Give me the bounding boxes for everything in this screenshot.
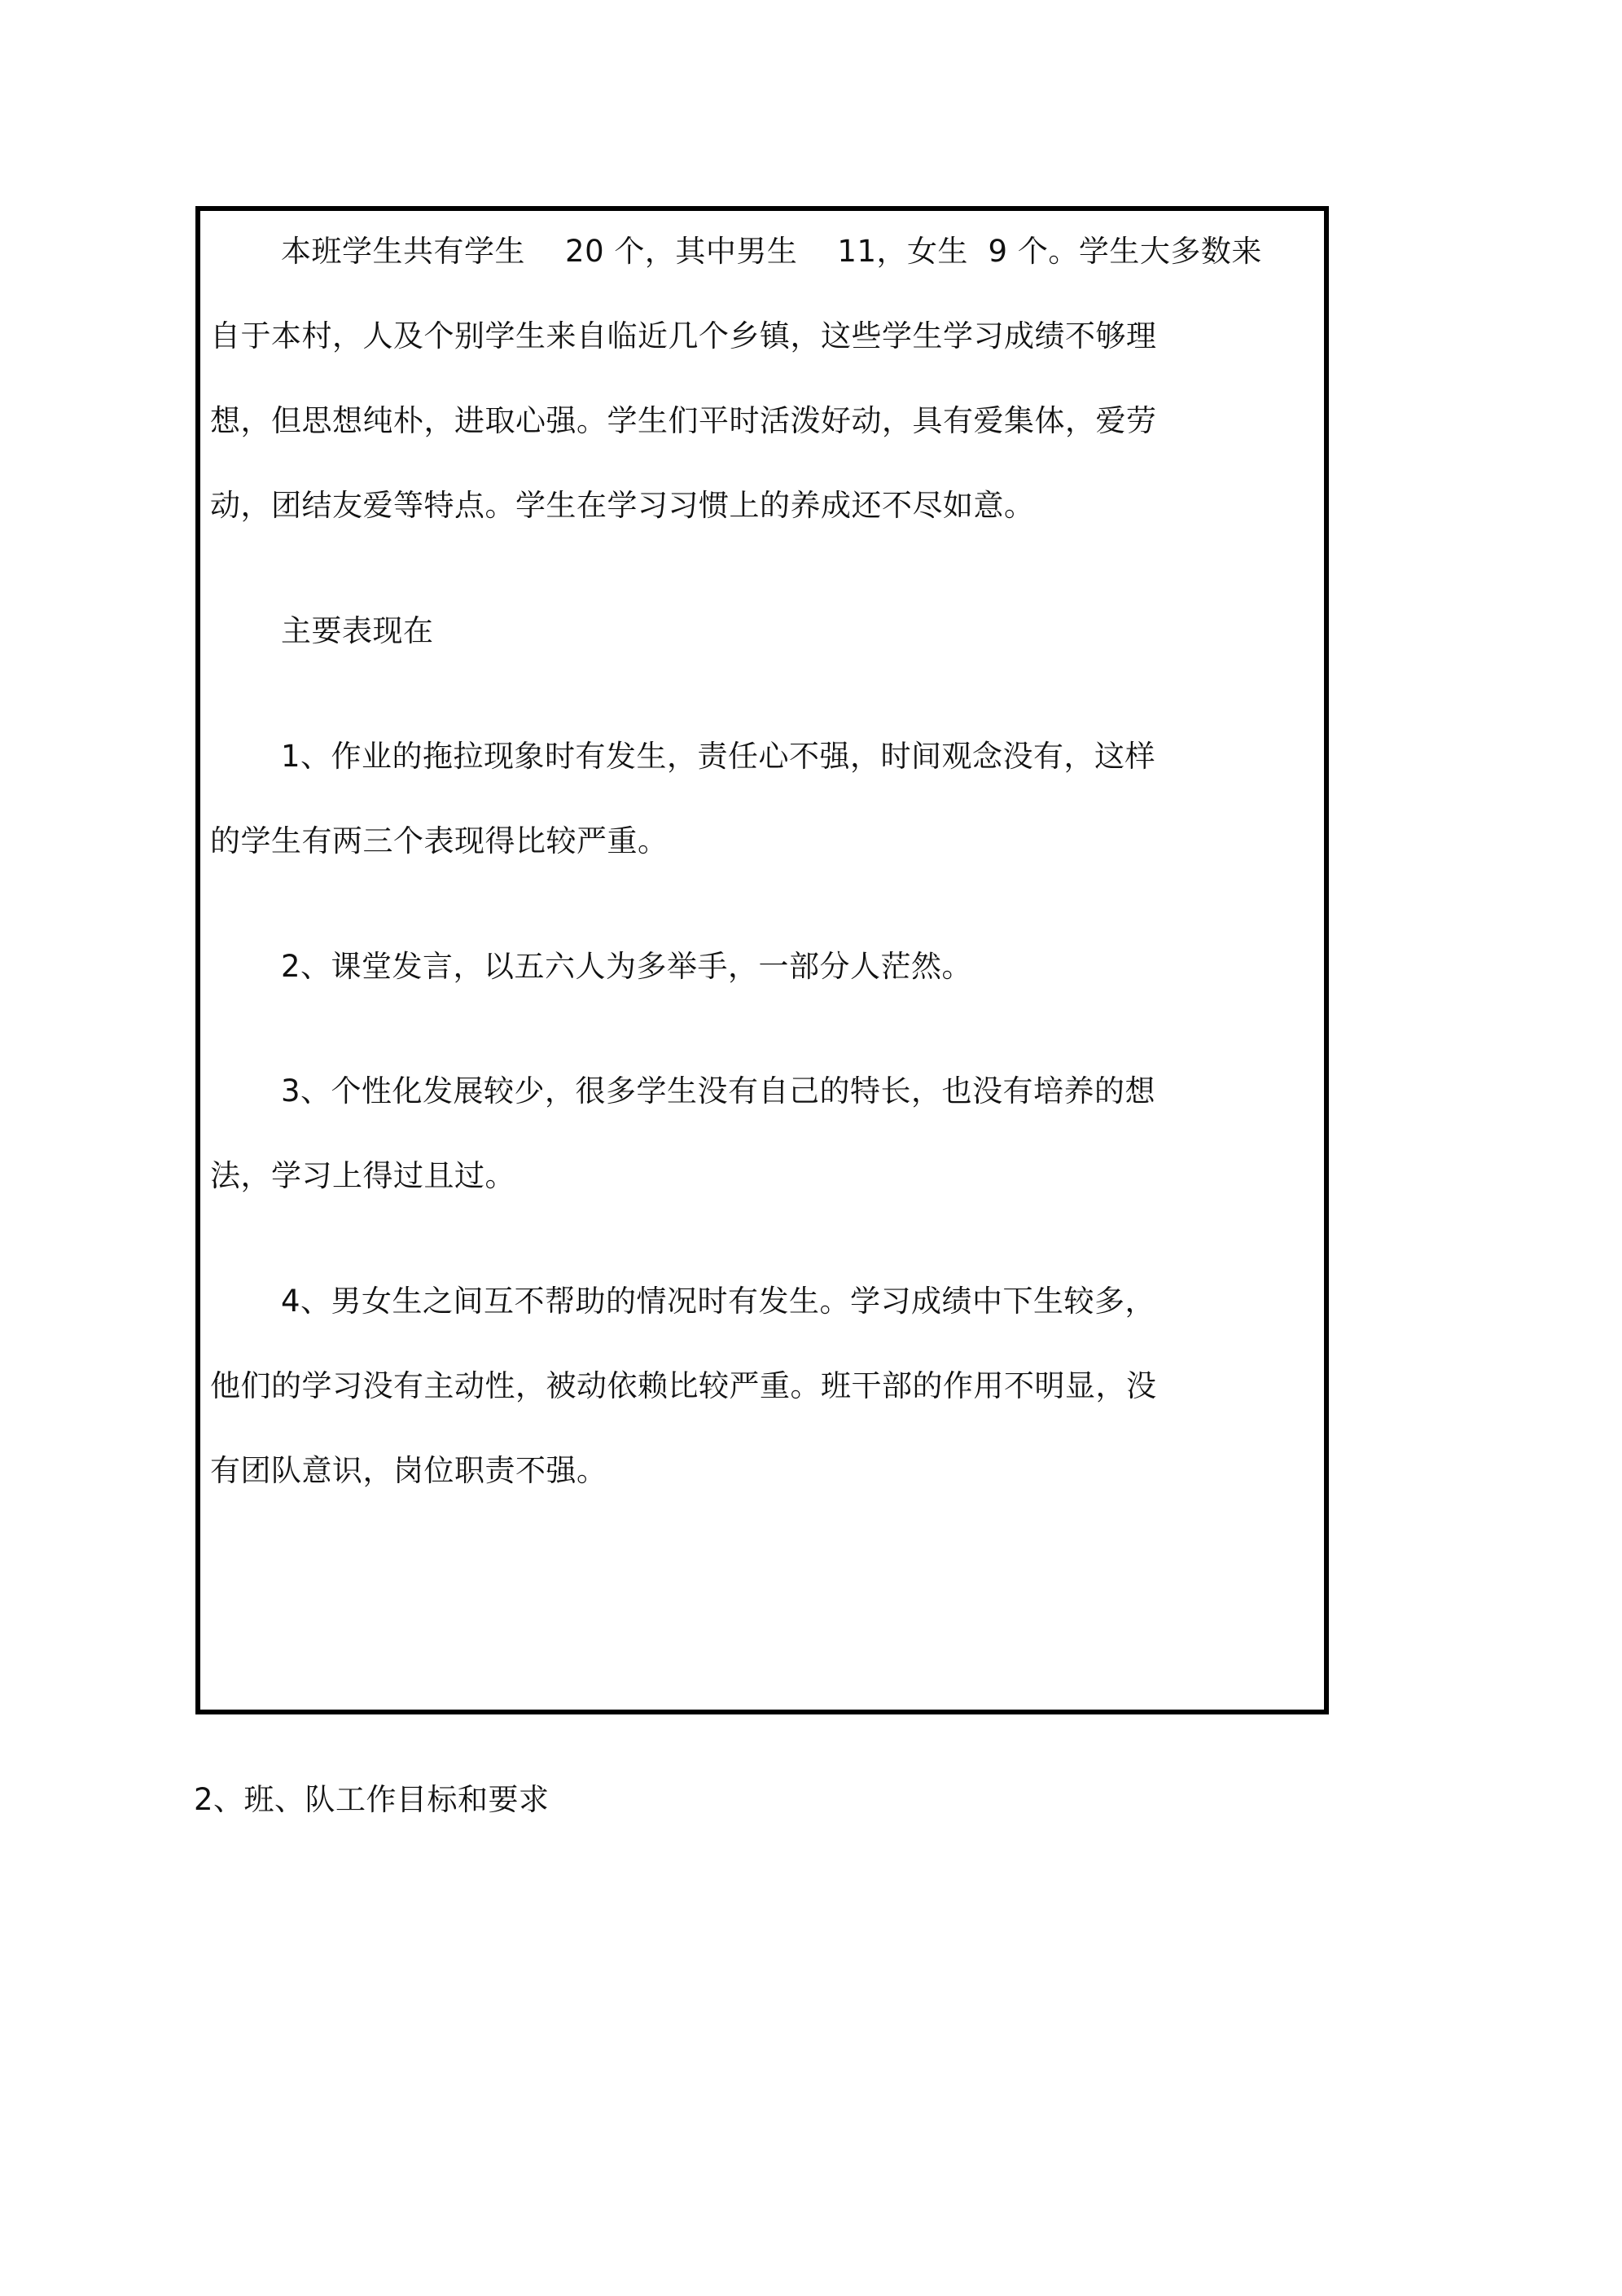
text-line: 4、男女生之间互不帮助的情况时有发生。学习成绩中下生较多， <box>281 1284 1156 1319</box>
text-line: 有团队意识，岗位职责不强。 <box>210 1453 607 1488</box>
text-line: 本班学生共有学生 20 个，其中男生 11，女生 9 个。学生大多数来 <box>281 234 1262 269</box>
text-line: 2、课堂发言，以五六人为多举手，一部分人茫然。 <box>281 949 973 984</box>
text-line: 1、作业的拖拉现象时有发生，责任心不强，时间观念没有，这样 <box>281 739 1156 774</box>
text-line: 法，学习上得过且过。 <box>210 1158 515 1193</box>
text-line: 动，团结友爱等特点。学生在学习习惯上的养成还不尽如意。 <box>210 488 1035 523</box>
text-line: 的学生有两三个表现得比较严重。 <box>210 823 669 858</box>
section-heading: 2、班、队工作目标和要求 <box>194 1782 550 1817</box>
text-line: 想，但思想纯朴，进取心强。学生们平时活泼好动，具有爱集体，爱劳 <box>210 403 1157 438</box>
text-line: 他们的学习没有主动性，被动依赖比较严重。班干部的作用不明显，没 <box>210 1368 1157 1403</box>
subheading-line: 主要表现在 <box>281 613 434 648</box>
text-line: 3、个性化发展较少，很多学生没有自己的特长，也没有培养的想 <box>281 1073 1156 1108</box>
text-line: 自于本村，人及个别学生来自临近几个乡镇，这些学生学习成绩不够理 <box>210 318 1157 353</box>
